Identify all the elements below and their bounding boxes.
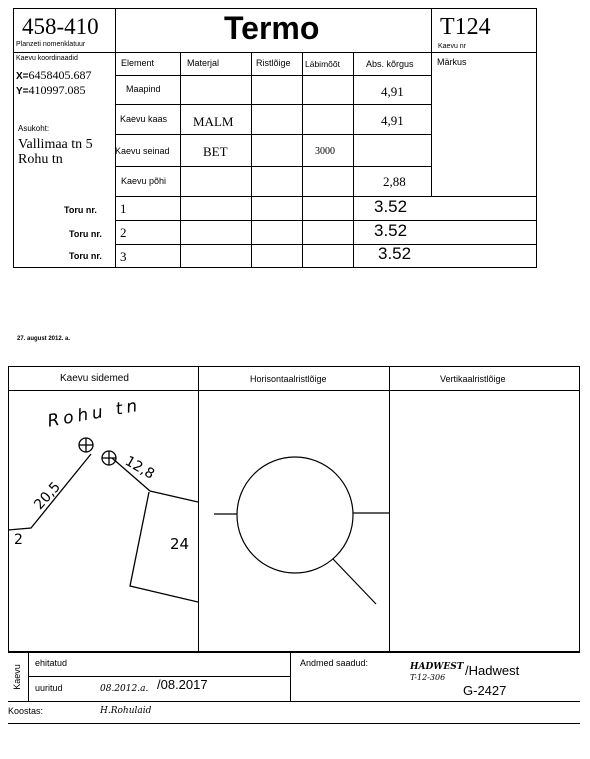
compiled-by: H.Rohulaid [100, 706, 152, 716]
divider [180, 52, 181, 268]
measured-date: 08.2012.a. [100, 684, 149, 694]
row-material: BET [203, 144, 228, 159]
divider [115, 196, 537, 197]
row-element: Kaevu seinad [115, 146, 170, 156]
row-material: MALM [193, 114, 234, 129]
divider [251, 52, 252, 268]
divider [115, 244, 537, 245]
row-height: 4,91 [381, 84, 404, 99]
coords-label: Kaevu koordinaadid [16, 55, 78, 62]
divider [115, 104, 431, 105]
dimension-label: 20,5 [31, 479, 64, 513]
col-header-material: Materjal [187, 58, 220, 68]
well-label: Kaevu nr [438, 43, 467, 50]
col-header-height: Abs. kõrgus [366, 59, 414, 69]
side-label: Kaevu [11, 664, 22, 690]
row-element: Kaevu kaas [120, 114, 168, 124]
divider [115, 75, 431, 76]
divider [431, 8, 432, 196]
location-label: Asukoht: [18, 124, 50, 133]
divider [115, 52, 537, 53]
pipe-number: 3 [120, 249, 127, 264]
horizontal-section-drawing [198, 390, 389, 652]
street-label: Rohu tn [46, 395, 143, 432]
divider [28, 652, 29, 701]
location-line2: Rohu tn [18, 152, 63, 167]
pipe-label: Toru nr. [69, 229, 102, 239]
built-label: ehitatud [35, 658, 68, 668]
divider [389, 366, 390, 652]
row-element: Maapind [126, 84, 161, 94]
measured-date-new: /08.2017 [157, 677, 208, 692]
col-header-notes: Märkus [437, 57, 467, 67]
source-code: T-12-306 [410, 673, 446, 682]
location-line1: Vallimaa tn 5 [18, 137, 93, 152]
connection-sketch [8, 390, 198, 652]
pipe-height: 3.52 [374, 221, 408, 240]
pipe-height: 3.52 [374, 197, 408, 216]
y-value: 410997.085 [28, 83, 86, 97]
plan-label: Planzeti nomenklatuur [16, 41, 86, 48]
pipe-number: 1 [120, 201, 127, 216]
col-title-connections: Kaevu sidemed [60, 373, 129, 384]
pipe-label: Toru nr. [64, 205, 97, 215]
compiled-label: Koostas: [8, 706, 44, 716]
row-height: 4,91 [381, 113, 404, 128]
col-header-diameter: Läbimõõt [305, 59, 340, 69]
dimension-label: 2 [14, 532, 23, 548]
y-label: Y= [16, 86, 29, 97]
plan-number: 458-410 [22, 14, 99, 39]
x-coordinate [16, 68, 92, 83]
source-print: HADWEST [410, 662, 464, 672]
row-element: Kaevu põhi [121, 176, 167, 186]
divider [8, 652, 580, 653]
source-hand: /Hadwest [465, 663, 520, 678]
page-title: Termo [224, 10, 320, 46]
divider [8, 701, 580, 702]
dimension-label: 12,8 [122, 453, 158, 483]
data-source-label: Andmed saadud: [300, 658, 369, 668]
divider [115, 134, 431, 135]
source-hand-code: G-2427 [463, 683, 507, 698]
row-diameter: 3000 [315, 146, 335, 157]
well-number: T124 [440, 14, 491, 40]
pipe-line [333, 559, 376, 604]
row-height: 2,88 [383, 174, 406, 189]
col-header-cross: Ristlõige [256, 58, 291, 68]
dimension-label: 24 [170, 535, 190, 553]
divider [302, 52, 303, 268]
x-value: 6458405.687 [28, 68, 92, 82]
col-header-element: Element [121, 58, 155, 68]
divider [115, 220, 537, 221]
date-note: 27. august 2012. a. [17, 336, 71, 342]
pipe-number: 2 [120, 225, 127, 240]
pipe-height: 3.52 [378, 244, 412, 263]
divider [115, 8, 116, 268]
col-title-vertical: Vertikaalristlõige [440, 374, 506, 384]
divider [115, 166, 431, 167]
well-circle [237, 457, 353, 573]
y-coordinate [16, 83, 86, 98]
divider [8, 723, 580, 724]
x-label: X= [16, 71, 29, 82]
divider [353, 52, 354, 268]
measured-label: uuritud [35, 683, 63, 693]
col-title-horizontal: Horisontaalristlõige [250, 374, 327, 384]
divider [13, 52, 115, 53]
pipe-label: Toru nr. [69, 251, 102, 261]
divider [290, 652, 291, 701]
